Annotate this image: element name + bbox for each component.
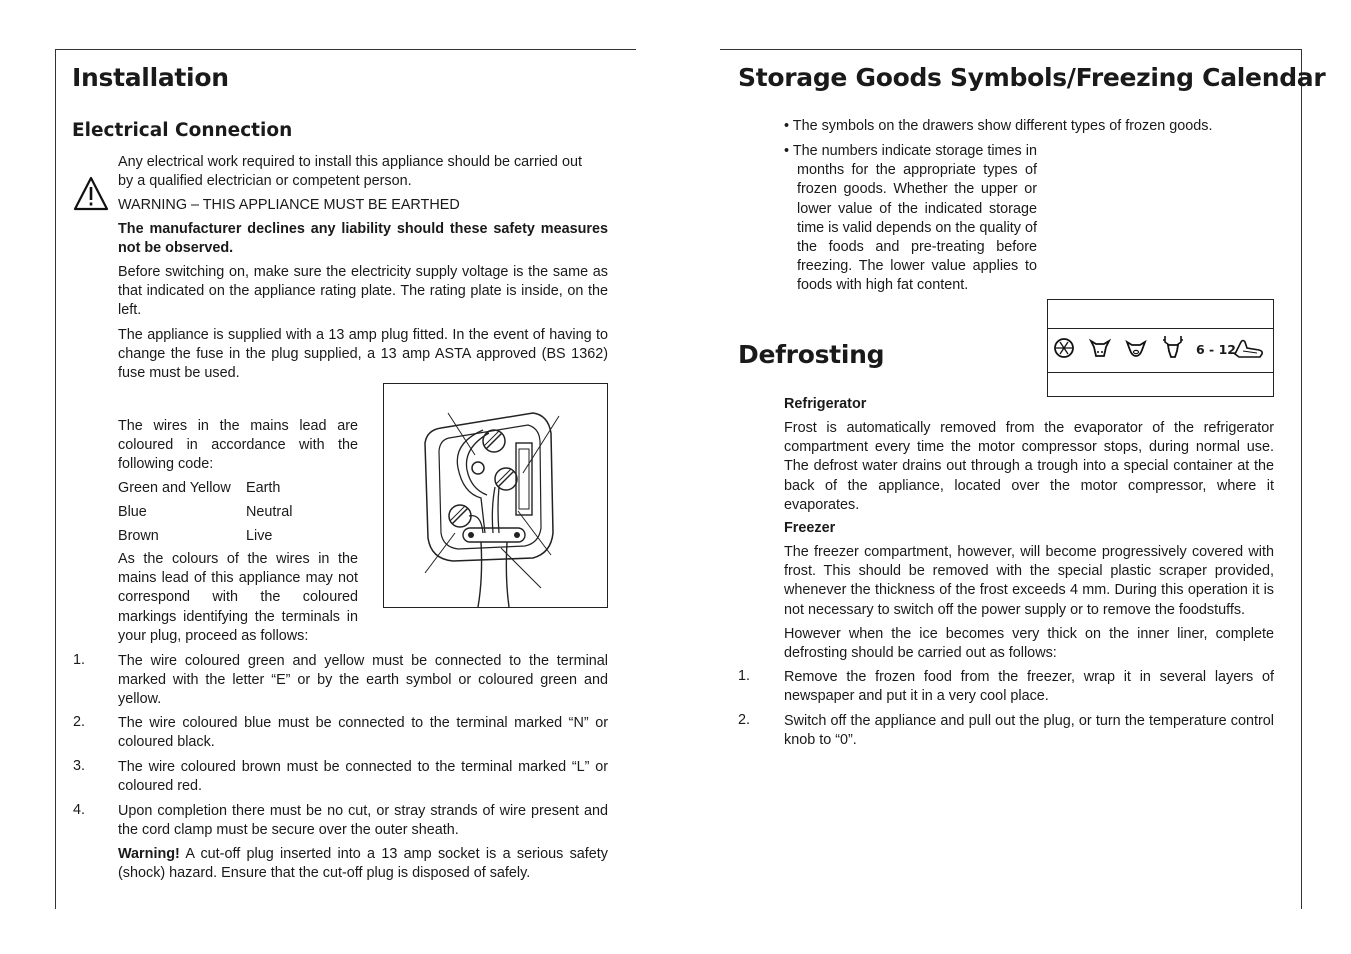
symbols-bullet: • The symbols on the drawers show different types of frozen goods. [784, 118, 1213, 134]
step-number: 2. [73, 714, 86, 730]
wire-function: Live [246, 528, 273, 544]
plug-wiring-diagram [383, 383, 608, 608]
storage-times-bullet: • The numbers indicate storage times in months for the appropriate types of frozen goods. Whether the upper or lower value of the indicated storage time is valid depends on the quality of the foods and pre-treating before freezing. The lower value applies to foods with high fat content. [784, 143, 1037, 294]
step-text: Remove the frozen food from the freezer, wrap it in several layers of newspaper and put it in a very cool place. [784, 669, 1274, 705]
wire-colour: Blue [118, 504, 147, 520]
step-text: The wire coloured blue must be connected to the terminal marked “N” or coloured black. [118, 715, 608, 751]
left-page-side-rule [55, 49, 56, 909]
wire-colour: Brown [118, 528, 159, 544]
step-number: 3. [73, 758, 86, 774]
step-text: Switch off the appliance and pull out the plug, or turn the temperature control knob to “0”. [784, 713, 1274, 749]
step-number: 1. [73, 652, 86, 668]
warning-icon [73, 176, 109, 212]
wire-colour-table [118, 479, 358, 551]
step-number: 4. [73, 802, 86, 818]
wire-row [118, 503, 358, 527]
wire-function: Neutral [246, 504, 293, 520]
storage-title: Storage Goods Symbols/Freezing Calendar [738, 63, 1326, 92]
step-text: The wire coloured green and yellow must be connected to the terminal marked with the letter “E” or by the earth symbol or coloured green and yellow. [118, 653, 608, 708]
beef-icon [1088, 336, 1112, 360]
step-number: 1. [738, 668, 751, 684]
liability-text: The manufacturer declines any liability should these safety measures not be observed. [118, 221, 608, 257]
section-title: Electrical Connection [72, 120, 293, 141]
final-warning [118, 845, 608, 883]
refrigerator-label: Refrigerator [784, 396, 867, 412]
poultry-icon [1052, 336, 1076, 360]
storage-months-label: 6 - 12 [1196, 342, 1236, 357]
final-warning-label: Warning! [118, 846, 180, 862]
pork-icon [1124, 336, 1148, 360]
right-page-top-rule [720, 49, 1302, 50]
final-warning-text: A cut-off plug inserted into a 13 amp socket is a serious safety (shock) hazard. Ensure that the cut-off plug is disposed of safely. [118, 846, 608, 882]
step-text: Upon completion there must be no cut, or stray strands of wire present and the cord clamp must be secure over the outer sheath. [118, 803, 608, 839]
wire-row [118, 479, 358, 503]
freezer-label: Freezer [784, 520, 836, 536]
voltage-text: Before switching on, make sure the electricity supply voltage is the same as that indicated on the appliance rating plate. The rating plate is inside, on the left. [118, 264, 608, 319]
game-icon [1160, 334, 1186, 360]
left-page-top-rule [55, 49, 636, 50]
freezing-calendar-panel [1047, 299, 1274, 397]
right-page-side-rule [1301, 49, 1302, 909]
page-title: Installation [72, 63, 229, 92]
wire-colour: Green and Yellow [118, 480, 231, 496]
freezer-text: The freezer compartment, however, will become progressively covered with frost. This should be removed with the special plastic scraper provided, whenever the thickness of the frost exceeds 4 mm. During this operation it is not necessary to switch off the power supply or to remove the foodstuffs. [784, 544, 1274, 618]
refrigerator-text: Frost is automatically removed from the evaporator of the refrigerator compartment every time the motor compressor stops, during normal use. The defrost water drains out through a trough into a special container at the back of the appliance, located over the motor compressor, where it evaporates. [784, 420, 1274, 513]
defrosting-title: Defrosting [738, 340, 885, 369]
hand-icon [1233, 336, 1265, 360]
intro-text: Any electrical work required to install this appliance should be carried out by a qualified electrician or competent person. [118, 154, 582, 190]
wire-row [118, 527, 358, 551]
colours-note: As the colours of the wires in the mains lead of this appliance may not correspond with the coloured markings identifying the terminals in your plug, proceed as follows: [118, 551, 358, 644]
wire-function: Earth [246, 480, 281, 496]
step-text: The wire coloured brown must be connected to the terminal marked “L” or coloured red. [118, 759, 608, 795]
step-number: 2. [738, 712, 751, 728]
freezer-defrost-text: However when the ice becomes very thick on the inner liner, complete defrosting should be carried out as follows: [784, 626, 1274, 662]
plug-text: The appliance is supplied with a 13 amp plug fitted. In the event of having to change the fuse in the plug supplied, a 13 amp ASTA approved (BS 1362) fuse must be used. [118, 327, 608, 382]
earthed-warning: WARNING – THIS APPLIANCE MUST BE EARTHED [118, 197, 460, 213]
wires-intro: The wires in the mains lead are coloured in accordance with the following code: [118, 418, 358, 473]
